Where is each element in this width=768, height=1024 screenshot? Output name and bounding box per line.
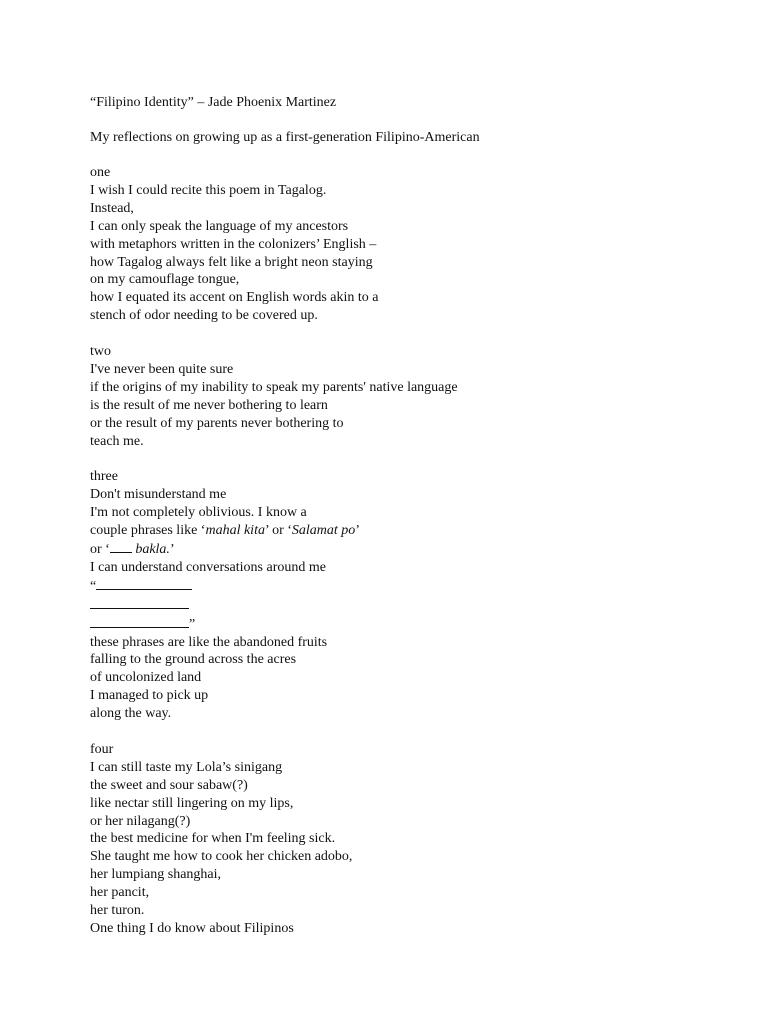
poem-line: the best medicine for when I'm feeling sick. — [90, 831, 336, 847]
poem-line: falling to the ground across the acres — [90, 652, 297, 668]
poem-line: if the origins of my inability to speak my parents' native language — [90, 379, 458, 395]
poem-line: Don't misunderstand me — [90, 487, 227, 503]
section-heading: two — [90, 344, 111, 360]
section-four — [90, 741, 690, 938]
bakla-line — [90, 540, 690, 559]
poem-line: how Tagalog always felt like a bright neon staying — [90, 254, 373, 270]
poem-line: I can still taste my Lola’s sinigang — [90, 759, 283, 775]
phrases-line — [90, 522, 690, 540]
section-three — [90, 468, 690, 723]
poem-line: how I equated its accent on English words akin to a — [90, 290, 379, 306]
poem-line: the sweet and sour sabaw(?) — [90, 777, 248, 793]
poem-subtitle: My reflections on growing up as a first-generation Filipino-American — [90, 130, 480, 145]
bakla-prefix: or ‘ — [90, 542, 110, 557]
section-heading: three — [90, 469, 118, 485]
bakla-suffix: ’ — [169, 542, 175, 557]
poem-line: I'm not completely oblivious. I know a — [90, 505, 307, 521]
poem-line: along the way. — [90, 706, 172, 722]
poem-content — [90, 93, 690, 956]
poem-line: or her nilagang(?) — [90, 813, 191, 829]
section-heading: one — [90, 165, 111, 180]
section-two — [90, 343, 690, 450]
section-heading: four — [90, 741, 114, 757]
poem-line: Instead, — [90, 200, 134, 216]
poem-line: She taught me how to cook her chicken adobo, — [90, 849, 353, 865]
poem-line: I wish I could recite this poem in Tagalog. — [90, 182, 327, 198]
close-quote: ” — [189, 616, 196, 632]
poem-line: is the result of me never bothering to learn — [90, 397, 328, 413]
section-one — [90, 164, 690, 325]
blank-line-2 — [90, 596, 690, 615]
poem-line: teach me. — [90, 433, 144, 449]
poem-line: of uncolonized land — [90, 670, 202, 686]
bakla-word: bakla. — [131, 542, 170, 557]
fill-in-blank — [90, 615, 189, 628]
poem-line: I can understand conversations around me — [90, 559, 326, 575]
open-quote: “ — [90, 578, 97, 594]
phrase-mid: ’ or ‘ — [264, 523, 292, 539]
phrase-suffix: ’ — [355, 523, 360, 539]
poem-line: or the result of my parents never bothering to — [90, 415, 344, 431]
poem-line: I can only speak the language of my ancestors — [90, 218, 349, 234]
poem-line: her pancit, — [90, 885, 150, 901]
phrase-salamat-po: Salamat po — [291, 523, 356, 539]
poem-line: I managed to pick up — [90, 688, 209, 704]
poem-line: like nectar still lingering on my lips, — [90, 795, 294, 811]
poem-line: her turon. — [90, 903, 145, 919]
phrase-mahal-kita: mahal kita — [205, 523, 265, 539]
poem-title: “Filipino Identity” – Jade Phoenix Martinez — [90, 95, 337, 110]
poem-line: with metaphors written in the colonizers’ English – — [90, 236, 377, 252]
poem-line: these phrases are like the abandoned fruits — [90, 634, 328, 650]
phrase-prefix: couple phrases like ‘ — [90, 523, 206, 539]
fill-in-blank — [96, 577, 192, 590]
poem-line: stench of odor needing to be covered up. — [90, 308, 318, 324]
poem-line: on my camouflage tongue, — [90, 272, 240, 288]
poem-line: One thing I do know about Filipinos — [90, 921, 294, 937]
fill-in-blank — [90, 596, 189, 609]
blank-line-1 — [90, 577, 690, 596]
poem-line: I've never been quite sure — [90, 361, 234, 377]
blank-line-3 — [90, 615, 690, 634]
fill-in-blank — [110, 540, 132, 553]
poem-line: her lumpiang shanghai, — [90, 867, 222, 883]
